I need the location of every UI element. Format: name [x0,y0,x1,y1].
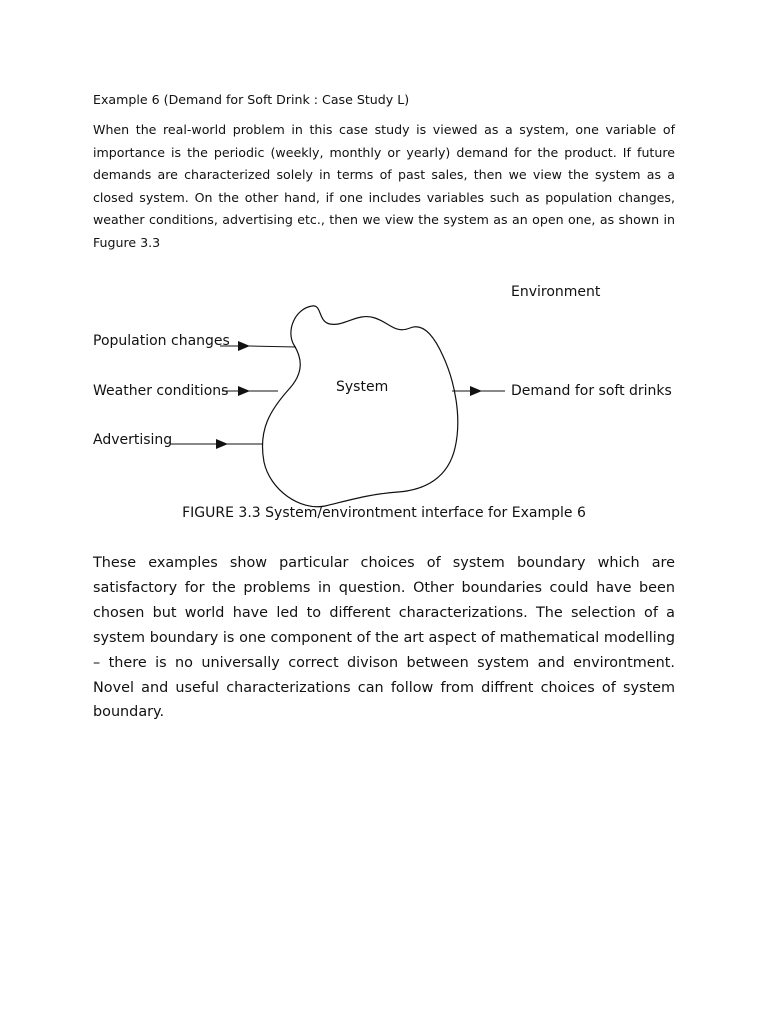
example-heading: Example 6 (Demand for Soft Drink : Case Study L) [93,92,410,107]
output-label: Demand for soft drinks [511,383,672,399]
system-boundary [262,306,457,507]
environment-label: Environment [511,284,601,300]
figure-caption: FIGURE 3.3 System/environtment interface for Example 6 [182,505,586,521]
input-label-weather: Weather conditions [93,383,229,399]
intro-paragraph: When the real-world problem in this case study is viewed as a system, one variable of importance is the periodic (weekly, monthly or yearly) demand for the product. If future demands are characterized solely in terms of past sales, then we view the system as a closed system. On the other hand, if one includes variables such as population changes, weather conditions, advertising etc., then we view the system as an open one, as shown in Fugure 3.3 [93,122,675,250]
input-label-population: Population changes [93,333,230,349]
input-label-advertising: Advertising [93,432,173,448]
system-environment-diagram [0,270,768,530]
system-label: System [336,379,389,395]
input-line-population [250,346,296,347]
conclusion-paragraph: These examples show particular choices of system boundary which are satisfactory for the problems in question. Other boundaries could have been chosen but world have led to different characterizations. The selection of a system boundary is one component of the art aspect of mathematical modelling – there is no universally correct divison between system and environtment. Novel and useful characterizations can follow from diffrent choices of system boundary. [93,555,675,721]
